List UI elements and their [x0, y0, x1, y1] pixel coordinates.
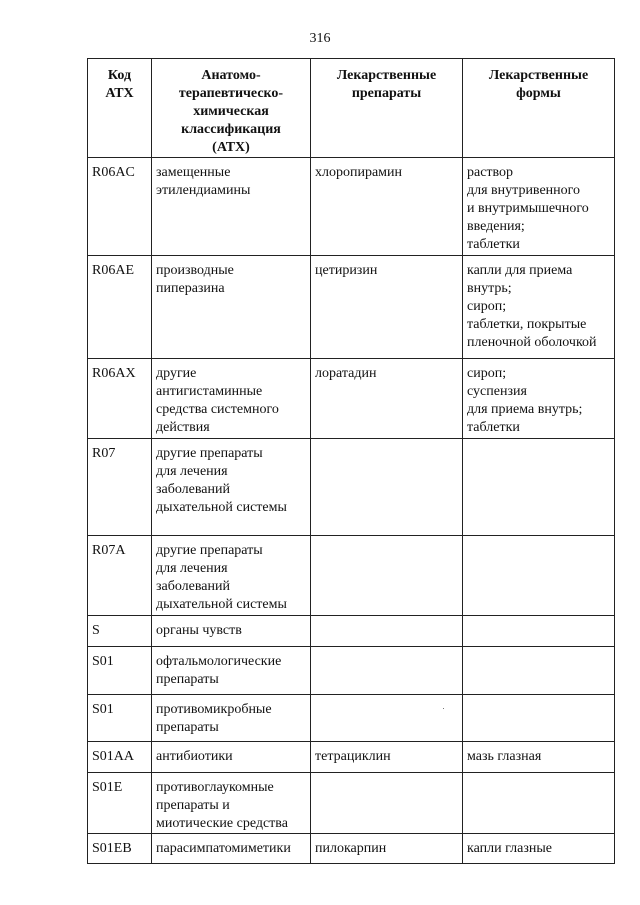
page-number: 316 — [309, 31, 331, 46]
table-row — [88, 439, 615, 536]
header-drugs: Лекарственные препараты — [311, 59, 463, 158]
table-row — [88, 834, 615, 864]
cell-classification: противоглаукомные препараты и миотические средства — [152, 773, 311, 834]
cell-code: R06AX — [88, 359, 152, 439]
table-row — [88, 158, 615, 256]
cell-classification: парасимпатомиметики — [152, 834, 311, 864]
cell-forms: раствор для внутривенного и внутримышечного введения; таблетки — [463, 158, 615, 256]
table-row — [88, 616, 615, 647]
cell-code: S01AA — [88, 742, 152, 773]
cell-forms — [463, 647, 615, 695]
cell-drugs — [311, 536, 463, 616]
cell-forms — [463, 695, 615, 742]
table-row — [88, 773, 615, 834]
cell-drugs: цетиризин — [311, 256, 463, 359]
header-classification: Анатомо- терапевтическо- химическая классификация (АТХ) — [152, 59, 311, 158]
cell-drugs — [311, 647, 463, 695]
cell-classification: противомикробные препараты — [152, 695, 311, 742]
header-code: Код АТХ — [88, 59, 152, 158]
table-row — [88, 256, 615, 359]
cell-forms: капли для приема внутрь; сироп; таблетки, покрытые пленочной оболочкой — [463, 256, 615, 359]
table-row — [88, 695, 615, 742]
cell-code: S01 — [88, 647, 152, 695]
cell-forms: капли глазные — [463, 834, 615, 864]
cell-code: S01E — [88, 773, 152, 834]
cell-drugs — [311, 695, 463, 742]
cell-classification: замещенные этилендиамины — [152, 158, 311, 256]
cell-forms: сироп; суспензия для приема внутрь; таблетки — [463, 359, 615, 439]
cell-forms — [463, 616, 615, 647]
cell-drugs — [311, 616, 463, 647]
table-row — [88, 742, 615, 773]
cell-code: R06AC — [88, 158, 152, 256]
atc-table — [87, 58, 615, 864]
cell-forms: мазь глазная — [463, 742, 615, 773]
cell-code: S — [88, 616, 152, 647]
cell-classification: другие препараты для лечения заболеваний дыхательной системы — [152, 536, 311, 616]
cell-forms — [463, 439, 615, 536]
header-forms: Лекарственные формы — [463, 59, 615, 158]
cell-code: R07A — [88, 536, 152, 616]
cell-classification: офтальмологические препараты — [152, 647, 311, 695]
cell-drugs — [311, 773, 463, 834]
cell-drugs: пилокарпин — [311, 834, 463, 864]
cell-drugs: тетрациклин — [311, 742, 463, 773]
cell-code: S01 — [88, 695, 152, 742]
cell-classification: производные пиперазина — [152, 256, 311, 359]
cell-code: R07 — [88, 439, 152, 536]
cell-classification: антибиотики — [152, 742, 311, 773]
cell-drugs — [311, 439, 463, 536]
cell-classification: другие препараты для лечения заболеваний дыхательной системы — [152, 439, 311, 536]
cell-classification: органы чувств — [152, 616, 311, 647]
table-row — [88, 536, 615, 616]
header-row — [88, 59, 615, 158]
table-row — [88, 647, 615, 695]
cell-drugs: лоратадин — [311, 359, 463, 439]
cell-code: S01EB — [88, 834, 152, 864]
cell-forms — [463, 536, 615, 616]
scan-speck — [443, 708, 444, 709]
table-row — [88, 359, 615, 439]
cell-classification: другие антигистаминные средства системного действия — [152, 359, 311, 439]
cell-drugs: хлоропирамин — [311, 158, 463, 256]
cell-code: R06AE — [88, 256, 152, 359]
cell-forms — [463, 773, 615, 834]
